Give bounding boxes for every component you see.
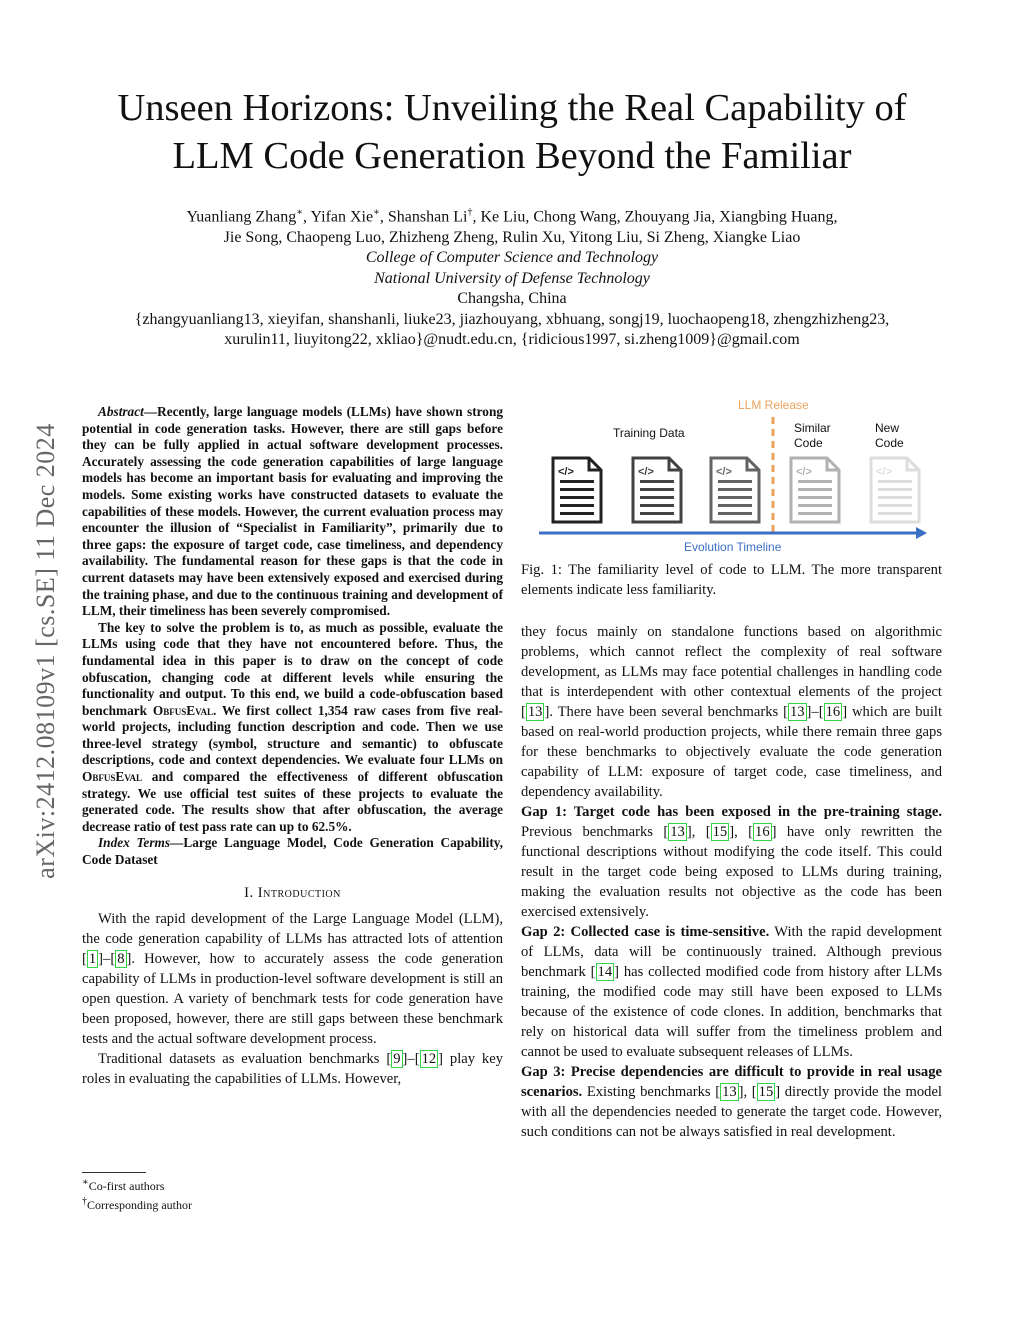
footnote-corresponding <box>82 1194 503 1213</box>
code-tag: </> <box>558 466 574 478</box>
gap-1-text-b: have only rewritten the functional descriptions without modifying the code itself. This could result in the target code being exposed to LLMs during training, making the evaluation results not objective as the code has been exercised extensively. <box>521 824 943 920</box>
gap-2-text-b: has collected modified code from history after LLMs training, the modified code may still have been exposed to LLMs because of the existence of code clones. In addition, benchmarks that rely on historical data will suffer from the timeliness problem and cannot be used to evaluate subsequent releases of LLMs. <box>521 964 942 1060</box>
citation-link[interactable]: 9 <box>393 1050 401 1067</box>
llm-release-label: LLM Release <box>738 398 809 412</box>
title-line-2: LLM Code Generation Beyond the Familiar <box>172 135 852 177</box>
timeline-arrowhead <box>916 527 927 539</box>
citation-link[interactable]: 1 <box>88 950 97 967</box>
citation-link[interactable]: 16 <box>755 824 770 840</box>
benchmark-name: ObfusEval <box>82 769 143 785</box>
gap-1-paragraph: Gap 1: Target code has been exposed in the pre-training stage. Previous benchmarks [ 13 ], [ 15 ], [ 16 ] have only rewritten the functional descriptions without modifying the code itself. This could result in the target code being exposed to LLMs during training, making the evaluation results not objective as the code has been exercised extensively. <box>521 804 943 920</box>
new-code-label-2: Code <box>875 436 904 450</box>
abstract-text-2a: The key to solve the problem is to, as much as possible, evaluate the LLMs using code that they have not encountered before. Thus, the fundamental idea in this paper is to draw on the concept of code obfuscation, changing code at different levels while ensuring the functionality and output. To this end, we build a code-obfuscation based benchmark <box>82 619 503 718</box>
citation-link[interactable]: 12 <box>421 1050 437 1067</box>
arxiv-sidebar <box>28 356 64 946</box>
author-line-2: Jie Song, Chaopeng Luo, Zhizheng Zheng, Rulin Xu, Yitong Liu, Si Zheng, Xiangke Liao <box>223 228 801 246</box>
section-title: Introduction <box>257 884 341 901</box>
right-text-1a: they focus mainly on standalone functions based on algorithmic problems, which cannot reflect the complexity of real software development, as LLMs may face potential challenges in handling code that is interdependent with other contextual elements of the project <box>521 624 942 700</box>
intro-text-1b: . However, how to accurately assess the code generation capability of LLMs in production-level software development is still an open question. A variety of benchmark tests for code generation have been proposed, however, there are still gaps between these benchmark tests and the actual software development process. <box>82 950 503 1047</box>
citation-link[interactable]: 15 <box>712 824 728 840</box>
abstract-paragraph-1 <box>82 404 503 620</box>
right-paragraph-1: they focus mainly on standalone functions based on algorithmic problems, which cannot reflect the complexity of real software development, as LLMs may face potential challenges in handling code that is interdependent with other contextual elements of the project [ 13 ]. There have been several benchmarks [ 13 ]–[ 16 ] which are built based on real-world production projects, while there remain three gaps for these benchmarks to objectively evaluate the code generation capability of LLM: exposure of target code, case timeliness, and dependency availability. <box>521 624 942 800</box>
citation-link[interactable]: 13 <box>722 1084 737 1100</box>
code-tag: </> <box>876 466 892 478</box>
right-column <box>521 622 942 1142</box>
footnotes <box>82 1172 503 1213</box>
training-data-label: Training Data <box>613 426 685 440</box>
section-heading-introduction <box>82 883 503 903</box>
citation-dash: – <box>103 950 111 967</box>
author-xie: , Yifan Xie <box>303 208 374 226</box>
footnote-mark: ∗ <box>82 1177 89 1188</box>
co-first-mark: ∗ <box>296 207 304 218</box>
left-column <box>82 404 503 1089</box>
index-terms <box>82 835 503 868</box>
author-zhang: Yuanliang Zhang <box>186 208 297 226</box>
citation-link[interactable]: 16 <box>825 704 841 720</box>
similar-code-label-1: Similar <box>794 421 831 435</box>
section-number: I. <box>244 884 258 901</box>
footnote-text: Co-first authors <box>88 1179 165 1193</box>
affiliation-university: National University of Defense Technology <box>374 269 650 287</box>
code-tag: </> <box>796 466 812 478</box>
index-terms-label: Index Terms <box>98 835 171 851</box>
email-line-1: {zhangyuanliang13, xieyifan, shanshanli, liuke23, jiazhouyang, xbhuang, songj19, luochaopeng18, zhengzhizheng23, <box>134 310 890 328</box>
citation-separator: , <box>743 1084 752 1100</box>
footnote-text: Corresponding author <box>87 1198 192 1212</box>
gap-3-paragraph: Gap 3: Precise dependencies are difficult to provide in real usage scenarios. Existing benchmarks [ 13 ], [ 15 ] directly provide the model with all the dependencies needed to generate the target code. However, such conditions can not be always satisfied in real development. <box>521 1064 942 1140</box>
code-tag: </> <box>716 466 732 478</box>
citation-separator: , <box>734 824 749 840</box>
author-line-1 <box>0 203 1024 228</box>
intro-text-2a: Traditional datasets as evaluation benchmarks <box>98 1050 387 1067</box>
intro-text-1a: With the rapid development of the Large Language Model (LLM), the code generation capability of LLMs has attracted lots of attention <box>82 910 503 947</box>
citation-dash: – <box>407 1050 415 1067</box>
author-li: , Shanshan Li <box>379 208 468 226</box>
introduction-body <box>82 909 503 1089</box>
figure-1-caption: Fig. 1: The familiarity level of code to LLM. The more transparent elements indicate less familiarity. <box>521 562 942 598</box>
citation-link[interactable]: 13 <box>527 704 543 720</box>
citation-link[interactable]: 13 <box>789 704 805 720</box>
citation-link[interactable]: 14 <box>597 964 613 980</box>
evolution-timeline-label: Evolution Timeline <box>684 540 782 554</box>
right-text-1b: . There have been several benchmarks <box>549 704 784 720</box>
title-line-1: Unseen Horizons: Unveiling the Real Capability of <box>117 87 907 129</box>
citation-link[interactable]: 13 <box>670 824 685 840</box>
code-tag: </> <box>638 466 654 478</box>
index-terms-text: —Large Language Model, Code Generation Capability, Code Dataset <box>82 835 503 868</box>
citation-separator: , <box>691 824 706 840</box>
gap-1-text-a: Previous benchmarks <box>521 824 664 840</box>
footnote-mark: † <box>82 1196 87 1207</box>
corresponding-mark: † <box>467 207 473 218</box>
abstract-label: Abstract <box>98 404 144 419</box>
similar-code-label-2: Code <box>794 436 823 450</box>
abstract-text-2b: . We first collect 1,354 raw cases from five real-world projects, including function description and code. Then we use three-level strategy (symbol, structure and semantic) to obfuscate descriptions, code and context dependencies. We evaluate four LLMs on <box>82 702 503 768</box>
citation-link[interactable]: 8 <box>117 950 125 967</box>
abstract-text-2c: and compared the effectiveness of different obfuscation strategy. We use official test suites of these projects to evaluate the generated code. The results show that after obfuscation, the average decrease ratio of test pass rate can up to 62.5%. <box>82 769 503 834</box>
abstract <box>82 404 503 869</box>
footnote-co-first <box>82 1175 503 1194</box>
paper-title <box>0 84 1024 180</box>
gap-2-text-a: With the rapid development of LLMs, data will be continuously trained. Although previous benchmark <box>521 924 942 980</box>
author-rest-1: , Ke Liu, Chong Wang, Zhouyang Jia, Xiangbing Huang, <box>472 208 838 226</box>
email-line-2: xurulin11, liuyitong22, xkliao}@nudt.edu.cn, {ridicious1997, si.zheng1009}@gmail.com <box>224 331 800 349</box>
author-block <box>0 203 1024 351</box>
gap-3-heading: Gap 3: Precise dependencies are difficult to provide in real usage scenarios. <box>521 1064 942 1100</box>
abstract-paragraph-2 <box>82 620 503 836</box>
gap-2-heading: Gap 2: Collected case is time-sensitive. <box>521 924 770 940</box>
intro-paragraph-1: With the rapid development of the Large Language Model (LLM), the code generation capability of LLMs has attracted lots of attention [ 1 ]–[ 8 ]. However, how to accurately assess the code generation capability of LLMs in production-level software development is still an open question. A variety of benchmark tests for code generation have been proposed, however, there are still gaps between these benchmark tests and the actual software development process. <box>82 910 503 1047</box>
intro-text-2b: play key roles in evaluating the capabilities of LLMs. However, <box>82 1050 503 1087</box>
right-column-body <box>521 622 942 1142</box>
gap-1-heading: Gap 1: Target code has been exposed in the pre-training stage. <box>521 804 942 820</box>
citation-link[interactable]: 15 <box>758 1084 774 1100</box>
citation-dash: – <box>811 704 819 720</box>
right-text-1c: which are built based on real-world production projects, while there remain three gaps for these benchmarks to objectively evaluate the code generation capability of LLM: exposure of target code, case timeliness, and dependency availability. <box>521 704 942 800</box>
gap-3-text-a: Existing benchmarks <box>582 1084 716 1100</box>
intro-paragraph-2: Traditional datasets as evaluation benchmarks [ 9 ]–[ 12 ] play key roles in evaluating the capabilities of LLMs. However, <box>82 1050 503 1087</box>
footnote-rule <box>82 1172 146 1173</box>
benchmark-name: ObfusEval <box>152 702 213 718</box>
familiarity-diagram <box>521 392 942 562</box>
figure-1 <box>521 392 942 562</box>
gap-2-paragraph: Gap 2: Collected case is time-sensitive. With the rapid development of LLMs, data will be continuously trained. Although previous benchmark [ 14 ] has collected modified code from history after LLMs training, the modified code may still have been exposed to LLMs because of the existence of code clones. In addition, benchmarks that rely on historical data will suffer from the timeliness problem and cannot be used to evaluate subsequent releases of LLMs. <box>521 924 942 1060</box>
abstract-text-1: —Recently, large language models (LLMs) have shown strong potential in code generation tasks. However, there are still gaps before they can be fully applied in actual software development processes. Accurately assessing the code generation capabilities of large language models has become an important basis for evaluating and improving the models. Some existing works have constructed datasets to evaluate the capabilities of these models. However, the current evaluation process may encounter the illusion of “Specialist in Familiarity”, primarily due to three gaps: the exposure of target code, case timeliness, and dependency availability. The fundamental reason for these gaps is that the code in current datasets may have been extensively exposed and exercised during the training phase, and due to the continuous training and development of LLM, their timeliness has been severely compromised. <box>82 404 503 619</box>
affiliation-city: Changsha, China <box>457 290 567 308</box>
co-first-mark: ∗ <box>373 207 380 218</box>
gap-3-text-b: directly provide the model with all the dependencies needed to generate the target code. However, such conditions can not be always satisfied in real development. <box>521 1084 942 1140</box>
affiliation-college: College of Computer Science and Technology <box>365 249 659 267</box>
arxiv-identifier: arXiv:2412.08109v1 [cs.SE] 11 Dec 2024 <box>31 423 61 879</box>
new-code-label-1: New <box>875 421 900 435</box>
